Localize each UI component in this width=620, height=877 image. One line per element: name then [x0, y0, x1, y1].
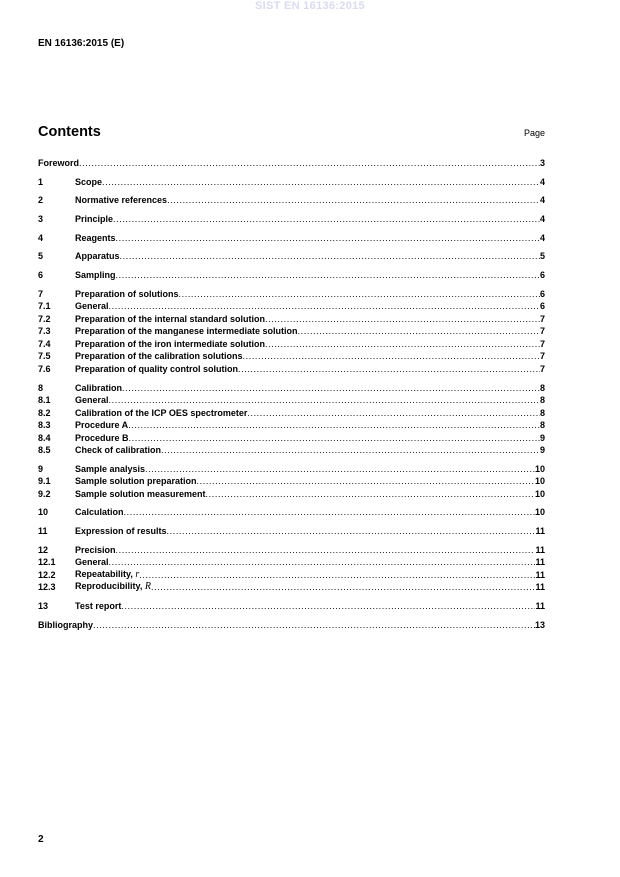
- toc-entry[interactable]: [38, 475, 545, 488]
- toc-entry-title: [75, 213, 113, 226]
- dot-leader: [102, 176, 540, 189]
- toc-entry-title-text: Expression of results: [75, 526, 167, 537]
- toc-entry-page: 6: [539, 301, 545, 312]
- toc-entry-title: [75, 313, 265, 326]
- toc-entry-title: [75, 338, 265, 351]
- toc-entry-page: 10: [534, 476, 545, 487]
- dot-leader: [151, 581, 536, 594]
- toc-entry[interactable]: [38, 269, 545, 282]
- toc-entry-number: 12.1: [38, 557, 56, 568]
- dot-leader: [122, 382, 540, 395]
- toc-entry-number: 7.1: [38, 301, 51, 312]
- dot-leader: [247, 407, 540, 420]
- toc-entry-page: 6: [539, 270, 545, 281]
- table-of-contents: [38, 157, 545, 631]
- toc-entry-number: 9.1: [38, 476, 51, 487]
- toc-entry-page: 11: [535, 569, 545, 580]
- toc-entry-title-text: Preparation of the calibration solutions: [75, 351, 243, 362]
- toc-entry-number: 6: [38, 270, 44, 281]
- toc-entry-page: 10: [534, 488, 545, 499]
- toc-entry[interactable]: [38, 407, 545, 420]
- toc-entry-number: 7.6: [38, 363, 51, 374]
- toc-entry-page: 11: [535, 600, 545, 611]
- toc-entry-title: [75, 488, 206, 501]
- toc-entry-page: 4: [539, 176, 545, 187]
- toc-entry-title: [75, 475, 197, 488]
- toc-entry-title: [75, 525, 167, 538]
- dot-leader: [116, 269, 540, 282]
- toc-entry-page: 4: [539, 232, 545, 243]
- toc-entry-title-text: Procedure A: [75, 420, 129, 430]
- toc-entry-title: [75, 432, 129, 445]
- toc-entry-page: 9: [539, 445, 545, 455]
- toc-entry-number: 7.4: [38, 338, 51, 349]
- toc-entry-page: 10: [534, 507, 545, 518]
- toc-entry-page: 8: [539, 382, 545, 393]
- toc-entry[interactable]: [38, 463, 545, 476]
- toc-entry-title: [75, 269, 116, 282]
- toc-entry-title-text: Bibliography: [38, 619, 94, 630]
- page-column-label: Page: [523, 128, 545, 138]
- toc-entry-title: [75, 176, 102, 189]
- toc-entry-title: [75, 568, 139, 582]
- toc-entry-page: 9: [539, 432, 545, 443]
- dot-leader: [109, 556, 536, 569]
- toc-entry-title-text: Normative references: [75, 195, 168, 206]
- toc-entry-number: 8.5: [38, 445, 51, 455]
- toc-entry[interactable]: [38, 619, 545, 632]
- toc-entry[interactable]: [38, 382, 545, 395]
- toc-entry-number: 8.4: [38, 432, 51, 443]
- toc-entry-title-text: Scope: [75, 176, 103, 187]
- toc-entry-number: 2: [38, 195, 44, 206]
- toc-entry-title-text: Repeatability,: [75, 568, 133, 579]
- toc-entry-title: [75, 250, 120, 263]
- toc-entry-page: 11: [535, 526, 545, 537]
- dot-leader: [129, 432, 540, 445]
- dot-leader: [238, 363, 540, 376]
- dot-leader: [93, 619, 535, 632]
- toc-entry-title-text: Sample solution preparation: [75, 476, 197, 487]
- toc-entry-title-text: Calibration: [75, 382, 123, 393]
- contents-title: Contents: [38, 124, 101, 140]
- toc-entry-title-text: Preparation of quality control solution: [75, 363, 239, 374]
- toc-entry-number: 9.2: [38, 488, 51, 499]
- toc-entry-title: [38, 619, 93, 632]
- dot-leader: [109, 394, 540, 407]
- dot-leader: [298, 325, 540, 338]
- toc-entry-symbol: R: [144, 581, 151, 593]
- toc-entry-title: [75, 600, 121, 613]
- toc-entry-title-text: Check of calibration: [75, 445, 162, 455]
- toc-entry-title: [38, 157, 79, 170]
- toc-entry[interactable]: [38, 338, 545, 351]
- page-number: 2: [38, 834, 44, 845]
- toc-entry[interactable]: [38, 194, 545, 207]
- toc-entry-page: 7: [539, 363, 545, 374]
- toc-entry-number: 12.2: [38, 569, 56, 580]
- toc-entry-number: 11: [38, 526, 48, 537]
- toc-entry-number: 7: [38, 288, 44, 299]
- toc-entry-title: [75, 506, 124, 519]
- dot-leader: [243, 350, 540, 363]
- toc-entry-title: [75, 544, 116, 557]
- toc-entry-title: [75, 325, 298, 338]
- dot-leader: [120, 250, 540, 263]
- toc-entry[interactable]: [38, 581, 545, 594]
- toc-entry-page: 7: [539, 326, 545, 337]
- toc-entry-title: [75, 382, 122, 395]
- dot-leader: [113, 213, 540, 226]
- toc-entry[interactable]: [38, 213, 545, 226]
- toc-entry-page: 7: [539, 313, 545, 324]
- toc-entry-title-text: General: [75, 557, 109, 568]
- toc-entry[interactable]: [38, 419, 545, 432]
- toc-entry-number: 7.2: [38, 313, 51, 324]
- toc-entry[interactable]: [38, 313, 545, 326]
- toc-entry-number: 8: [38, 382, 44, 393]
- document-id: EN 16136:2015 (E): [38, 38, 125, 49]
- dot-leader: [161, 444, 540, 457]
- toc-entry-number: 3: [38, 214, 44, 225]
- toc-entry[interactable]: [38, 544, 545, 557]
- toc-entry-title: [75, 580, 151, 594]
- dot-leader: [167, 194, 540, 207]
- toc-entry-number: 8.1: [38, 395, 51, 405]
- toc-entry-page: 5: [539, 251, 545, 262]
- toc-entry-title-text: Preparation of solutions: [75, 288, 179, 299]
- toc-entry-number: 13: [38, 600, 49, 611]
- toc-entry-title: [75, 363, 238, 376]
- toc-entry-title-text: Test report: [75, 600, 122, 611]
- toc-entry-page: 11: [535, 582, 545, 593]
- toc-entry-page: 10: [534, 463, 545, 474]
- toc-entry[interactable]: [38, 176, 545, 189]
- toc-entry-title: [75, 350, 243, 363]
- toc-entry-title-text: Preparation of the internal standard solution: [75, 313, 266, 324]
- toc-entry-title-text: Preparation of the manganese intermediate solution: [75, 326, 298, 337]
- toc-entry[interactable]: [38, 363, 545, 376]
- toc-entry[interactable]: [38, 488, 545, 501]
- toc-entry-page: 3: [539, 158, 545, 168]
- toc-entry-page: 7: [539, 338, 545, 349]
- dot-leader: [124, 506, 535, 519]
- dot-leader: [116, 544, 536, 557]
- toc-entry-page: 4: [539, 214, 545, 225]
- dot-leader: [79, 157, 540, 170]
- dot-leader: [167, 525, 536, 538]
- toc-entry[interactable]: [38, 325, 545, 338]
- toc-entry[interactable]: [38, 444, 545, 457]
- toc-entry-title-text: Reagents: [75, 232, 116, 243]
- dot-leader: [206, 488, 535, 501]
- dot-leader: [121, 600, 535, 613]
- toc-entry-page: 8: [539, 420, 545, 430]
- dot-leader: [265, 313, 540, 326]
- toc-entry-title: [75, 288, 179, 301]
- dot-leader: [265, 338, 540, 351]
- toc-entry[interactable]: [38, 394, 545, 407]
- toc-entry-number: 8.2: [38, 407, 51, 418]
- toc-entry-number: 12: [38, 544, 49, 555]
- toc-entry-title-text: Calibration of the ICP OES spectrometer: [75, 407, 248, 418]
- dot-leader: [145, 463, 535, 476]
- toc-entry-title-text: Procedure B: [75, 432, 129, 443]
- toc-entry[interactable]: [38, 525, 545, 538]
- toc-entry-title-text: Reproducibility,: [75, 581, 143, 592]
- watermark: SIST EN 16136:2015: [255, 0, 365, 12]
- toc-entry-title: [75, 444, 161, 457]
- toc-entry-title-text: General: [75, 395, 109, 405]
- toc-entry[interactable]: [38, 288, 545, 301]
- dot-leader: [197, 475, 535, 488]
- toc-entry[interactable]: [38, 157, 545, 170]
- toc-entry-number: 7.5: [38, 351, 51, 362]
- dot-leader: [139, 569, 535, 582]
- toc-entry-title-text: Principle: [75, 214, 114, 225]
- toc-entry-title: [75, 194, 167, 207]
- toc-entry-page: 7: [539, 351, 545, 362]
- toc-entry-page: 8: [539, 407, 545, 418]
- toc-entry-title: [75, 407, 247, 420]
- toc-entry-title: [75, 419, 128, 432]
- toc-entry-title-text: Apparatus: [75, 251, 120, 262]
- toc-entry-number: 7.3: [38, 326, 51, 337]
- toc-entry-title-text: Sample analysis: [75, 463, 146, 474]
- toc-entry-number: 8.3: [38, 420, 51, 430]
- toc-entry-title-text: General: [75, 301, 109, 312]
- toc-entry-title-text: Calculation: [75, 507, 124, 518]
- toc-entry-title: [75, 232, 116, 245]
- toc-entry[interactable]: [38, 600, 545, 613]
- toc-entry-number: 12.3: [38, 582, 56, 593]
- toc-entry-title: [75, 463, 145, 476]
- toc-entry-title-text: Sampling: [75, 270, 116, 281]
- toc-entry[interactable]: [38, 350, 545, 363]
- toc-entry-page: 6: [539, 288, 545, 299]
- dot-leader: [109, 300, 540, 313]
- toc-entry-title-text: Precision: [75, 544, 116, 555]
- toc-entry-title-text: Preparation of the iron intermediate solution: [75, 338, 266, 349]
- toc-entry-title-text: Sample solution measurement: [75, 488, 206, 499]
- toc-entry-title-text: Foreword: [38, 158, 80, 168]
- dot-leader: [179, 288, 540, 301]
- toc-entry-title: [75, 300, 109, 313]
- toc-entry[interactable]: [38, 232, 545, 245]
- dot-leader: [128, 419, 540, 432]
- toc-entry-title: [75, 394, 109, 407]
- toc-entry-page: 11: [535, 557, 545, 568]
- toc-entry[interactable]: [38, 300, 545, 313]
- toc-entry-number: 1: [38, 176, 44, 187]
- toc-entry[interactable]: [38, 432, 545, 445]
- toc-entry-page: 4: [539, 195, 545, 206]
- toc-entry-number: 4: [38, 232, 44, 243]
- toc-entry-page: 8: [539, 395, 545, 405]
- toc-entry-number: 10: [38, 507, 49, 518]
- toc-entry[interactable]: [38, 250, 545, 263]
- toc-entry-symbol: r: [135, 568, 140, 580]
- toc-entry-page: 11: [535, 544, 545, 555]
- toc-entry-number: 9: [38, 463, 44, 474]
- dot-leader: [116, 232, 540, 245]
- toc-entry-number: 5: [38, 251, 44, 262]
- toc-entry[interactable]: [38, 506, 545, 519]
- toc-entry-page: 13: [534, 619, 545, 630]
